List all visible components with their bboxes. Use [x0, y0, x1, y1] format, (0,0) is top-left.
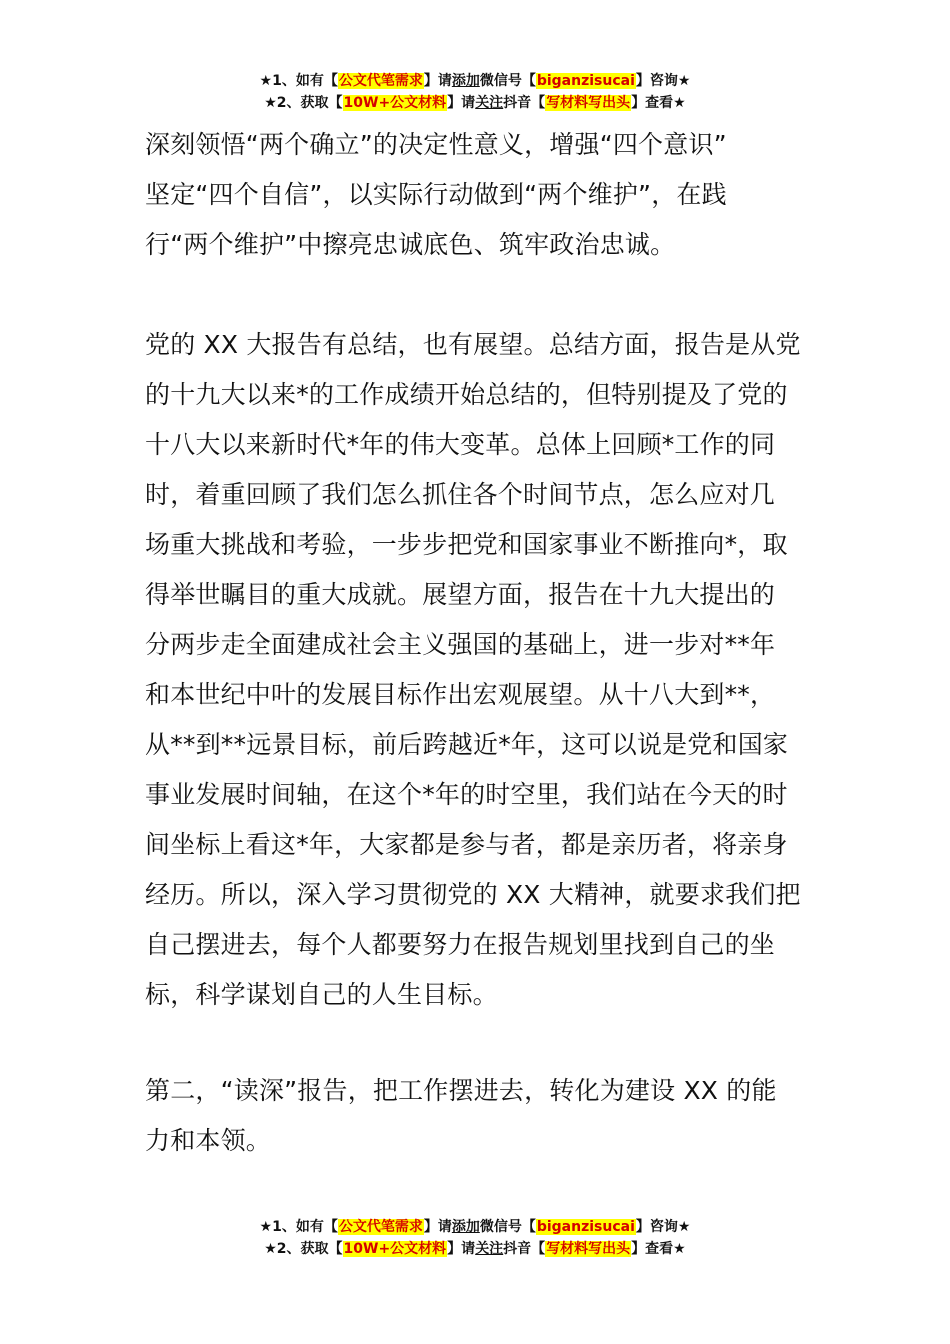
banner-highlight: 公文代笔需求 [338, 73, 423, 89]
banner-underlined-text: 添加 [451, 1219, 480, 1235]
text-line: 自己摆进去，每个人都要努力在报告规划里找到自己的坐 [145, 930, 776, 959]
banner-highlight-wechat-id: biganzisucai [536, 1219, 635, 1235]
banner-text: ★1、如有【 [259, 1219, 338, 1235]
footer-banner-line-2 [0, 1238, 950, 1260]
banner-text: ★2、获取【 [264, 95, 343, 111]
text-line: 和本世纪中叶的发展目标作出宏观展望。从十八大到**， [145, 680, 776, 709]
banner-highlight-wechat-id: biganzisucai [536, 73, 635, 89]
banner-highlight: 10W+公文材料 [343, 95, 447, 111]
banner-underlined-text: 关注 [475, 95, 504, 111]
banner-text: 】请 [447, 1241, 476, 1257]
banner-text: ★2、获取【 [264, 1241, 343, 1257]
banner-text: ★1、如有【 [259, 73, 338, 89]
text-line: 时，着重回顾了我们怎么抓住各个时间节点，怎么应对几 [145, 480, 776, 509]
text-line: 得举世瞩目的重大成就。展望方面，报告在十九大提出的 [145, 580, 776, 609]
text-line: 标，科学谋划自己的人生目标。 [145, 980, 498, 1009]
text-line: 从**到**远景目标，前后跨越近*年，这可以说是党和国家 [145, 730, 789, 759]
text-line: 坚定“四个自信”，以实际行动做到“两个维护”，在践 [145, 180, 727, 209]
text-line: 间坐标上看这*年，大家都是参与者，都是亲历者，将亲身 [145, 830, 788, 859]
footer-banner-line-1 [0, 1216, 950, 1238]
banner-text: 】查看★ [631, 95, 686, 111]
text-line: 场重大挑战和考验，一步步把党和国家事业不断推向*，取 [145, 530, 788, 559]
paragraph-2 [145, 320, 811, 1020]
banner-text: 】查看★ [631, 1241, 686, 1257]
banner-underlined-text: 关注 [475, 1241, 504, 1257]
banner-text: 抖音【 [503, 1241, 546, 1257]
header-banner-line-1 [0, 70, 950, 92]
banner-highlight-douyin: 写材料写出头 [546, 1241, 631, 1257]
text-line: 分两步走全面建成社会主义强国的基础上，进一步对**年 [145, 630, 776, 659]
banner-text: 】请 [423, 73, 452, 89]
text-line: 行“两个维护”中擦亮忠诚底色、筑牢政治忠诚。 [145, 230, 676, 259]
banner-text: 微信号【 [479, 73, 536, 89]
text-line: 经历。所以，深入学习贯彻党的 XX 大精神，就要求我们把 [145, 880, 801, 909]
banner-text: 】咨询★ [635, 1219, 691, 1235]
paragraph-3 [145, 1066, 811, 1166]
text-line: 力和本领。 [145, 1126, 272, 1155]
banner-text: 】请 [447, 95, 476, 111]
banner-underlined-text: 添加 [451, 73, 480, 89]
text-line: 的十九大以来*的工作成绩开始总结的，但特别提及了党的 [145, 380, 788, 409]
banner-text: 微信号【 [479, 1219, 536, 1235]
paragraph-1 [145, 120, 811, 270]
footer-banner [0, 1216, 950, 1260]
text-line: 党的 XX 大报告有总结，也有展望。总结方面，报告是从党 [145, 330, 801, 359]
text-line: 事业发展时间轴，在这个*年的时空里，我们站在今天的时 [145, 780, 788, 809]
banner-highlight: 10W+公文材料 [343, 1241, 447, 1257]
banner-text: 抖音【 [503, 95, 546, 111]
text-line: 深刻领悟“两个确立”的决定性意义，增强“四个意识” [145, 130, 727, 159]
header-banner [0, 70, 950, 114]
header-banner-line-2 [0, 92, 950, 114]
text-line: 第二，“读深”报告，把工作摆进去，转化为建设 XX 的能 [145, 1076, 777, 1105]
text-line: 十八大以来新时代*年的伟大变革。总体上回顾*工作的同 [145, 430, 776, 459]
banner-text: 】咨询★ [635, 73, 691, 89]
banner-highlight: 公文代笔需求 [338, 1219, 423, 1235]
banner-text: 】请 [423, 1219, 452, 1235]
banner-highlight-douyin: 写材料写出头 [546, 95, 631, 111]
